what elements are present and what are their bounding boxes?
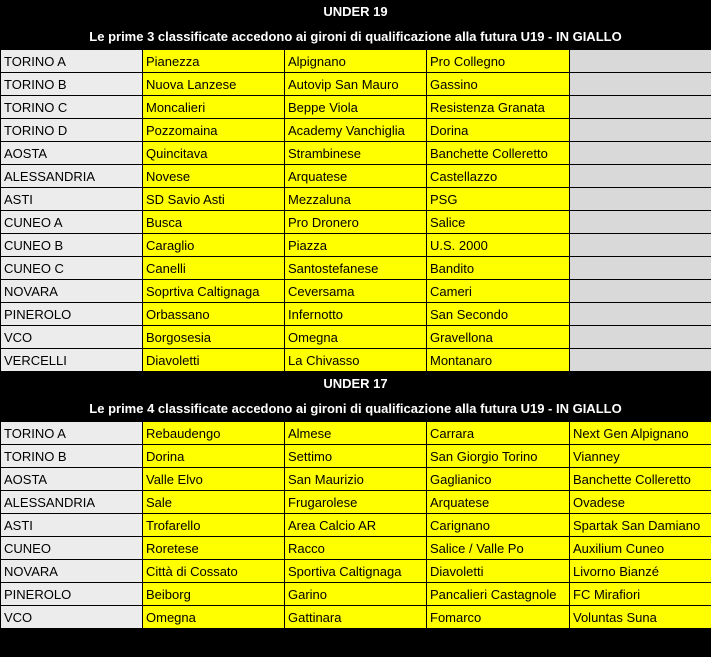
team-cell[interactable]: Beiborg: [143, 583, 285, 606]
table-row: [1, 50, 711, 73]
team-cell[interactable]: Gaglianico: [427, 468, 570, 491]
team-cell[interactable]: Gattinara: [285, 606, 427, 629]
team-cell[interactable]: Salice / Valle Po: [427, 537, 570, 560]
team-cell[interactable]: Novese: [143, 165, 285, 188]
region-cell[interactable]: TORINO A: [1, 50, 143, 73]
team-cell[interactable]: Resistenza Granata: [427, 96, 570, 119]
team-cell[interactable]: Montanaro: [427, 349, 570, 372]
team-cell[interactable]: Arquatese: [427, 491, 570, 514]
region-cell[interactable]: CUNEO C: [1, 257, 143, 280]
team-cell[interactable]: Carrara: [427, 422, 570, 445]
table-row: [1, 468, 711, 491]
team-cell[interactable]: Omegna: [285, 326, 427, 349]
team-cell[interactable]: Almese: [285, 422, 427, 445]
team-cell[interactable]: Vianney: [570, 445, 711, 468]
team-cell[interactable]: San Maurizio: [285, 468, 427, 491]
team-cell[interactable]: Auxilium Cuneo: [570, 537, 711, 560]
u19-table: [0, 49, 711, 372]
region-cell[interactable]: CUNEO: [1, 537, 143, 560]
team-cell[interactable]: Diavoletti: [427, 560, 570, 583]
team-cell[interactable]: Sale: [143, 491, 285, 514]
empty-cell[interactable]: [570, 165, 711, 188]
team-cell[interactable]: Valle Elvo: [143, 468, 285, 491]
table-row: [1, 606, 711, 629]
team-cell[interactable]: Pro Dronero: [285, 211, 427, 234]
team-cell[interactable]: Livorno Bianzé: [570, 560, 711, 583]
region-cell[interactable]: ASTI: [1, 514, 143, 537]
team-cell[interactable]: Borgosesia: [143, 326, 285, 349]
table-row: [1, 257, 711, 280]
team-cell[interactable]: Alpignano: [285, 50, 427, 73]
team-cell[interactable]: Banchette Colleretto: [570, 468, 711, 491]
region-cell[interactable]: CUNEO A: [1, 211, 143, 234]
team-cell[interactable]: Roretese: [143, 537, 285, 560]
team-cell[interactable]: San Giorgio Torino: [427, 445, 570, 468]
team-cell[interactable]: Nuova Lanzese: [143, 73, 285, 96]
table-row: [1, 119, 711, 142]
team-cell[interactable]: Autovip San Mauro: [285, 73, 427, 96]
table-row: [1, 73, 711, 96]
region-cell[interactable]: NOVARA: [1, 280, 143, 303]
empty-cell[interactable]: [570, 234, 711, 257]
table-row: [1, 188, 711, 211]
team-cell[interactable]: Arquatese: [285, 165, 427, 188]
u17-subtitle: Le prime 4 classificate accedono ai gironi di qualificazione alla futura U19 - IN GIALLO: [0, 396, 711, 421]
team-cell[interactable]: Quincitava: [143, 142, 285, 165]
team-cell[interactable]: SD Savio Asti: [143, 188, 285, 211]
team-cell[interactable]: Piazza: [285, 234, 427, 257]
region-cell[interactable]: CUNEO B: [1, 234, 143, 257]
team-cell[interactable]: Canelli: [143, 257, 285, 280]
team-cell[interactable]: Santostefanese: [285, 257, 427, 280]
team-cell[interactable]: Voluntas Suna: [570, 606, 711, 629]
team-cell[interactable]: Ceversama: [285, 280, 427, 303]
team-cell[interactable]: Soprtiva Caltignaga: [143, 280, 285, 303]
team-cell[interactable]: Fomarco: [427, 606, 570, 629]
team-cell[interactable]: Pozzomaina: [143, 119, 285, 142]
empty-cell[interactable]: [570, 119, 711, 142]
empty-cell[interactable]: [570, 326, 711, 349]
table-row: [1, 560, 711, 583]
team-cell[interactable]: Mezzaluna: [285, 188, 427, 211]
table-row: [1, 445, 711, 468]
team-cell[interactable]: Pro Collegno: [427, 50, 570, 73]
team-cell[interactable]: Dorina: [143, 445, 285, 468]
empty-cell[interactable]: [570, 96, 711, 119]
team-cell[interactable]: U.S. 2000: [427, 234, 570, 257]
team-cell[interactable]: Dorina: [427, 119, 570, 142]
team-cell[interactable]: La Chivasso: [285, 349, 427, 372]
empty-cell[interactable]: [570, 50, 711, 73]
table-row: [1, 303, 711, 326]
team-cell[interactable]: Frugarolese: [285, 491, 427, 514]
region-cell[interactable]: TORINO D: [1, 119, 143, 142]
region-cell[interactable]: PINEROLO: [1, 583, 143, 606]
u17-table: [0, 421, 711, 629]
team-cell[interactable]: Academy Vanchiglia: [285, 119, 427, 142]
empty-cell[interactable]: [570, 211, 711, 234]
team-cell[interactable]: Carignano: [427, 514, 570, 537]
team-cell[interactable]: FC Mirafiori: [570, 583, 711, 606]
team-cell[interactable]: Cameri: [427, 280, 570, 303]
team-cell[interactable]: Gassino: [427, 73, 570, 96]
u19-title: UNDER 19: [0, 0, 711, 24]
team-cell[interactable]: Banchette Colleretto: [427, 142, 570, 165]
team-cell[interactable]: Orbassano: [143, 303, 285, 326]
table-row: [1, 234, 711, 257]
region-cell[interactable]: TORINO B: [1, 445, 143, 468]
team-cell[interactable]: Infernotto: [285, 303, 427, 326]
region-cell[interactable]: ALESSANDRIA: [1, 491, 143, 514]
team-cell[interactable]: Racco: [285, 537, 427, 560]
team-cell[interactable]: PSG: [427, 188, 570, 211]
team-cell[interactable]: Bandito: [427, 257, 570, 280]
team-cell[interactable]: Beppe Viola: [285, 96, 427, 119]
region-cell[interactable]: ASTI: [1, 188, 143, 211]
team-cell[interactable]: Settimo: [285, 445, 427, 468]
region-cell[interactable]: VCO: [1, 326, 143, 349]
region-cell[interactable]: ALESSANDRIA: [1, 165, 143, 188]
table-row: [1, 142, 711, 165]
team-cell[interactable]: Sportiva Caltignaga: [285, 560, 427, 583]
region-cell[interactable]: NOVARA: [1, 560, 143, 583]
region-cell[interactable]: AOSTA: [1, 142, 143, 165]
team-cell[interactable]: Caraglio: [143, 234, 285, 257]
empty-cell[interactable]: [570, 73, 711, 96]
empty-cell[interactable]: [570, 349, 711, 372]
team-cell[interactable]: Pianezza: [143, 50, 285, 73]
team-cell[interactable]: Città di Cossato: [143, 560, 285, 583]
region-cell[interactable]: TORINO C: [1, 96, 143, 119]
team-cell[interactable]: Garino: [285, 583, 427, 606]
table-row: [1, 280, 711, 303]
table-row: [1, 491, 711, 514]
region-cell[interactable]: TORINO A: [1, 422, 143, 445]
region-cell[interactable]: TORINO B: [1, 73, 143, 96]
team-cell[interactable]: Trofarello: [143, 514, 285, 537]
team-cell[interactable]: Pancalieri Castagnole: [427, 583, 570, 606]
region-cell[interactable]: VERCELLI: [1, 349, 143, 372]
team-cell[interactable]: Busca: [143, 211, 285, 234]
region-cell[interactable]: VCO: [1, 606, 143, 629]
team-cell[interactable]: Strambinese: [285, 142, 427, 165]
team-cell[interactable]: Ovadese: [570, 491, 711, 514]
team-cell[interactable]: Spartak San Damiano: [570, 514, 711, 537]
region-cell[interactable]: PINEROLO: [1, 303, 143, 326]
team-cell[interactable]: Rebaudengo: [143, 422, 285, 445]
table-row: [1, 349, 711, 372]
u17-title: UNDER 17: [0, 372, 711, 396]
u19-subtitle: Le prime 3 classificate accedono ai gironi di qualificazione alla futura U19 - IN GIALLO: [0, 24, 711, 49]
empty-cell[interactable]: [570, 188, 711, 211]
team-cell[interactable]: Salice: [427, 211, 570, 234]
table-row: [1, 326, 711, 349]
table-row: [1, 514, 711, 537]
empty-cell[interactable]: [570, 142, 711, 165]
table-row: [1, 96, 711, 119]
empty-cell[interactable]: [570, 303, 711, 326]
table-row: [1, 165, 711, 188]
team-cell[interactable]: Diavoletti: [143, 349, 285, 372]
table-row: [1, 211, 711, 234]
team-cell[interactable]: Castellazzo: [427, 165, 570, 188]
team-cell[interactable]: Moncalieri: [143, 96, 285, 119]
region-cell[interactable]: AOSTA: [1, 468, 143, 491]
team-cell[interactable]: San Secondo: [427, 303, 570, 326]
team-cell[interactable]: Gravellona: [427, 326, 570, 349]
table-row: [1, 583, 711, 606]
team-cell[interactable]: Omegna: [143, 606, 285, 629]
table-row: [1, 422, 711, 445]
team-cell[interactable]: Next Gen Alpignano: [570, 422, 711, 445]
table-row: [1, 537, 711, 560]
empty-cell[interactable]: [570, 257, 711, 280]
team-cell[interactable]: Area Calcio AR: [285, 514, 427, 537]
empty-cell[interactable]: [570, 280, 711, 303]
